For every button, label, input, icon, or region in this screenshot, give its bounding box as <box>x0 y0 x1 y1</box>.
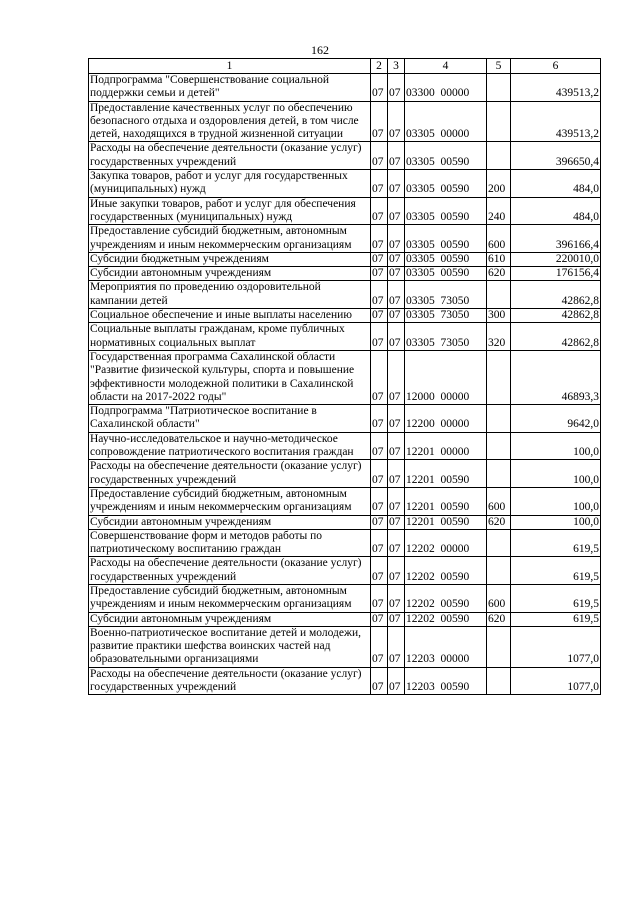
amount-cell: 100,0 <box>511 460 601 488</box>
subsection-code-cell: 07 <box>388 460 405 488</box>
amount-cell: 396166,4 <box>511 225 601 253</box>
section-code-cell: 07 <box>371 267 388 281</box>
budget-table <box>88 58 601 695</box>
section-code-cell: 07 <box>371 584 388 612</box>
table-row <box>89 142 601 170</box>
expense-type-cell <box>487 142 511 170</box>
table-row <box>89 267 601 281</box>
expense-type-cell <box>487 281 511 309</box>
section-code-cell: 07 <box>371 252 388 266</box>
subsection-code-cell: 07 <box>388 252 405 266</box>
amount-cell: 484,0 <box>511 197 601 225</box>
target-article-cell: 12200 00000 <box>405 405 487 433</box>
subsection-code-cell: 07 <box>388 667 405 695</box>
row-name-cell: Расходы на обеспечение деятельности (оказание услуг) государственных учреждений <box>89 460 371 488</box>
target-article-cell: 12202 00000 <box>405 529 487 557</box>
amount-cell: 619,5 <box>511 557 601 585</box>
row-name-cell: Государственная программа Сахалинской области "Развитие физической культуры, спорта и повышение эффективности молодежной политики в Сахалинской области на 2017-2022 годы" <box>89 350 371 404</box>
subsection-code-cell: 07 <box>388 584 405 612</box>
row-name-cell: Предоставление субсидий бюджетным, автономным учреждениям и иным некоммерческим организациям <box>89 487 371 515</box>
section-code-cell: 07 <box>371 460 388 488</box>
column-header-6: 6 <box>511 59 601 74</box>
expense-type-cell: 240 <box>487 197 511 225</box>
target-article-cell: 03305 73050 <box>405 323 487 351</box>
table-row <box>89 74 601 102</box>
subsection-code-cell: 07 <box>388 225 405 253</box>
row-name-cell: Расходы на обеспечение деятельности (оказание услуг) государственных учреждений <box>89 142 371 170</box>
table-row <box>89 101 601 142</box>
row-name-cell: Предоставление качественных услуг по обеспечению безопасного отдыха и оздоровления детей, в том числе детей, находящихся в трудной жизненной ситуации <box>89 101 371 142</box>
expense-type-cell: 620 <box>487 612 511 626</box>
target-article-cell: 03305 00590 <box>405 170 487 198</box>
target-article-cell: 12203 00000 <box>405 626 487 667</box>
column-header-4: 4 <box>405 59 487 74</box>
amount-cell: 619,5 <box>511 584 601 612</box>
row-name-cell: Иные закупки товаров, работ и услуг для обеспечения государственных (муниципальных) нужд <box>89 197 371 225</box>
expense-type-cell: 620 <box>487 515 511 529</box>
expense-type-cell: 200 <box>487 170 511 198</box>
section-code-cell: 07 <box>371 170 388 198</box>
table-row <box>89 667 601 695</box>
subsection-code-cell: 07 <box>388 197 405 225</box>
amount-cell: 42862,8 <box>511 323 601 351</box>
table-row <box>89 170 601 198</box>
target-article-cell: 03305 00590 <box>405 142 487 170</box>
section-code-cell: 07 <box>371 667 388 695</box>
row-name-cell: Субсидии бюджетным учреждениям <box>89 252 371 266</box>
row-name-cell: Подпрограмма "Совершенствование социальной поддержки семьи и детей" <box>89 74 371 102</box>
table-row <box>89 350 601 404</box>
table-row <box>89 432 601 460</box>
row-name-cell: Научно-исследовательское и научно-методическое сопровождение патриотического воспитания граждан <box>89 432 371 460</box>
section-code-cell: 07 <box>371 557 388 585</box>
subsection-code-cell: 07 <box>388 74 405 102</box>
table-header-row <box>89 59 601 74</box>
subsection-code-cell: 07 <box>388 515 405 529</box>
row-name-cell: Субсидии автономным учреждениям <box>89 515 371 529</box>
row-name-cell: Социальные выплаты гражданам, кроме публичных нормативных социальных выплат <box>89 323 371 351</box>
table-row <box>89 281 601 309</box>
target-article-cell: 12201 00000 <box>405 432 487 460</box>
subsection-code-cell: 07 <box>388 487 405 515</box>
expense-type-cell: 610 <box>487 252 511 266</box>
amount-cell: 439513,2 <box>511 101 601 142</box>
target-article-cell: 03305 73050 <box>405 281 487 309</box>
subsection-code-cell: 07 <box>388 101 405 142</box>
target-article-cell: 12201 00590 <box>405 460 487 488</box>
subsection-code-cell: 07 <box>388 626 405 667</box>
target-article-cell: 12202 00590 <box>405 612 487 626</box>
row-name-cell: Предоставление субсидий бюджетным, автономным учреждениям и иным некоммерческим организациям <box>89 225 371 253</box>
target-article-cell: 03305 00590 <box>405 225 487 253</box>
target-article-cell: 12202 00590 <box>405 557 487 585</box>
expense-type-cell: 600 <box>487 225 511 253</box>
amount-cell: 42862,8 <box>511 309 601 323</box>
expense-type-cell <box>487 557 511 585</box>
subsection-code-cell: 07 <box>388 405 405 433</box>
amount-cell: 176156,4 <box>511 267 601 281</box>
section-code-cell: 07 <box>371 101 388 142</box>
row-name-cell: Субсидии автономным учреждениям <box>89 612 371 626</box>
amount-cell: 1077,0 <box>511 626 601 667</box>
expense-type-cell <box>487 101 511 142</box>
target-article-cell: 12202 00590 <box>405 584 487 612</box>
section-code-cell: 07 <box>371 529 388 557</box>
section-code-cell: 07 <box>371 612 388 626</box>
table-row <box>89 612 601 626</box>
section-code-cell: 07 <box>371 197 388 225</box>
expense-type-cell <box>487 667 511 695</box>
target-article-cell: 03305 00590 <box>405 267 487 281</box>
expense-type-cell <box>487 626 511 667</box>
table-row <box>89 584 601 612</box>
page-number: 162 <box>311 43 329 57</box>
target-article-cell: 12201 00590 <box>405 515 487 529</box>
subsection-code-cell: 07 <box>388 557 405 585</box>
row-name-cell: Мероприятия по проведению оздоровительной кампании детей <box>89 281 371 309</box>
target-article-cell: 03305 73050 <box>405 309 487 323</box>
table-row <box>89 309 601 323</box>
row-name-cell: Совершенствование форм и методов работы по патриотическому воспитанию граждан <box>89 529 371 557</box>
column-header-2: 2 <box>371 59 388 74</box>
table-row <box>89 405 601 433</box>
target-article-cell: 12000 00000 <box>405 350 487 404</box>
section-code-cell: 07 <box>371 350 388 404</box>
table-row <box>89 197 601 225</box>
table-row <box>89 529 601 557</box>
row-name-cell: Расходы на обеспечение деятельности (оказание услуг) государственных учреждений <box>89 667 371 695</box>
column-header-3: 3 <box>388 59 405 74</box>
table-row <box>89 225 601 253</box>
table-row <box>89 626 601 667</box>
row-name-cell: Расходы на обеспечение деятельности (оказание услуг) государственных учреждений <box>89 557 371 585</box>
table-row <box>89 487 601 515</box>
subsection-code-cell: 07 <box>388 281 405 309</box>
amount-cell: 100,0 <box>511 515 601 529</box>
section-code-cell: 07 <box>371 309 388 323</box>
target-article-cell: 12203 00590 <box>405 667 487 695</box>
row-name-cell: Субсидии автономным учреждениям <box>89 267 371 281</box>
subsection-code-cell: 07 <box>388 142 405 170</box>
table-body <box>89 74 601 695</box>
section-code-cell: 07 <box>371 281 388 309</box>
expense-type-cell: 600 <box>487 584 511 612</box>
expense-type-cell: 600 <box>487 487 511 515</box>
expense-type-cell <box>487 350 511 404</box>
expense-type-cell: 620 <box>487 267 511 281</box>
expense-type-cell: 320 <box>487 323 511 351</box>
section-code-cell: 07 <box>371 515 388 529</box>
amount-cell: 484,0 <box>511 170 601 198</box>
section-code-cell: 07 <box>371 323 388 351</box>
row-name-cell: Социальное обеспечение и иные выплаты населению <box>89 309 371 323</box>
subsection-code-cell: 07 <box>388 612 405 626</box>
table-row <box>89 515 601 529</box>
section-code-cell: 07 <box>371 225 388 253</box>
subsection-code-cell: 07 <box>388 529 405 557</box>
subsection-code-cell: 07 <box>388 323 405 351</box>
section-code-cell: 07 <box>371 432 388 460</box>
amount-cell: 619,5 <box>511 529 601 557</box>
amount-cell: 619,5 <box>511 612 601 626</box>
expense-type-cell <box>487 529 511 557</box>
expense-type-cell <box>487 432 511 460</box>
section-code-cell: 07 <box>371 405 388 433</box>
expense-type-cell <box>487 460 511 488</box>
expense-type-cell <box>487 405 511 433</box>
subsection-code-cell: 07 <box>388 267 405 281</box>
section-code-cell: 07 <box>371 626 388 667</box>
subsection-code-cell: 07 <box>388 432 405 460</box>
amount-cell: 100,0 <box>511 487 601 515</box>
amount-cell: 439513,2 <box>511 74 601 102</box>
row-name-cell: Подпрограмма "Патриотическое воспитание в Сахалинской области" <box>89 405 371 433</box>
section-code-cell: 07 <box>371 74 388 102</box>
amount-cell: 42862,8 <box>511 281 601 309</box>
target-article-cell: 03305 00590 <box>405 252 487 266</box>
expense-type-cell: 300 <box>487 309 511 323</box>
subsection-code-cell: 07 <box>388 170 405 198</box>
target-article-cell: 03305 00590 <box>405 197 487 225</box>
row-name-cell: Закупка товаров, работ и услуг для государственных (муниципальных) нужд <box>89 170 371 198</box>
amount-cell: 1077,0 <box>511 667 601 695</box>
column-header-5: 5 <box>487 59 511 74</box>
amount-cell: 9642,0 <box>511 405 601 433</box>
table-row <box>89 460 601 488</box>
column-header-1: 1 <box>89 59 371 74</box>
expense-type-cell <box>487 74 511 102</box>
subsection-code-cell: 07 <box>388 350 405 404</box>
amount-cell: 396650,4 <box>511 142 601 170</box>
section-code-cell: 07 <box>371 142 388 170</box>
section-code-cell: 07 <box>371 487 388 515</box>
amount-cell: 100,0 <box>511 432 601 460</box>
target-article-cell: 03305 00000 <box>405 101 487 142</box>
row-name-cell: Предоставление субсидий бюджетным, автономным учреждениям и иным некоммерческим организациям <box>89 584 371 612</box>
subsection-code-cell: 07 <box>388 309 405 323</box>
target-article-cell: 12201 00590 <box>405 487 487 515</box>
row-name-cell: Военно-патриотическое воспитание детей и молодежи, развитие практики шефства воинских частей над образовательными организациями <box>89 626 371 667</box>
amount-cell: 220010,0 <box>511 252 601 266</box>
table-row <box>89 252 601 266</box>
target-article-cell: 03300 00000 <box>405 74 487 102</box>
table-row <box>89 557 601 585</box>
table-row <box>89 323 601 351</box>
amount-cell: 46893,3 <box>511 350 601 404</box>
